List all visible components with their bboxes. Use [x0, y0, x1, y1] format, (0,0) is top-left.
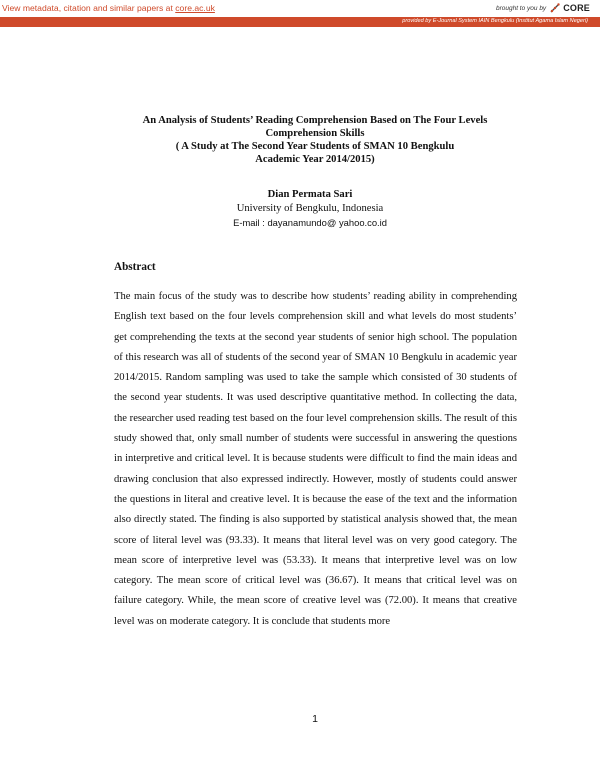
abstract-heading: Abstract: [114, 261, 156, 273]
title-line: An Analysis of Students’ Reading Comprehension Based on The Four Levels: [142, 115, 488, 126]
core-link[interactable]: core.ac.uk: [175, 3, 215, 13]
abstract-body: The main focus of the study was to describe how students’ reading ability in comprehending English text based on the four levels comprehension skill and what levels do most students’ get comprehending the texts at the second year students of senior high school. The population of this research was all of students of the second year of SMAN 10 Bengkulu in academic year 2014/2015. Random sampling was used to take the sample which consisted of 30 students of the second year students. It was used descriptive quantitative method. In collecting the data, the researcher used reading test based on the four level comprehension skills. The result of this study showed that, only small number of students were successful in answering the questions in interpretive and critical level. It is because students were difficult to find the main ideas and drawing conclusion that also expressed indirectly. However, mostly of students could answer the questions in literal and creative level. It is because the ease of the text and the information also directly stated. The finding is also supported by statistical analysis showed that, the mean score of literal level was (93.33). It means that literal level was on very good category. The mean score of interpretive level was (53.33). It means that interpretive level was on low category. The mean score of critical level was (36.67). It means that critical level was on failure category. While, the mean score of creative level was (72.00). It means that creative level was on moderate category. It is conclude that students more: [114, 291, 517, 627]
paper-title: [110, 114, 520, 166]
core-logo-icon: [549, 2, 561, 14]
core-brand-name: CORE: [563, 3, 590, 13]
title-line: ( A Study at The Second Year Students of SMAN 10 Bengkulu: [175, 141, 455, 152]
provider-text[interactable]: provided by E-Journal System IAIN Bengkulu (Institut Agama Islam Negeri): [402, 18, 588, 24]
author-affiliation: University of Bengkulu, Indonesia: [236, 203, 384, 214]
author-name: Dian Permata Sari: [267, 189, 353, 200]
page-number: 1: [312, 713, 318, 725]
provider-bar: [0, 17, 600, 27]
author-email: E-mail : dayanamundo@ yahoo.co.id: [233, 217, 387, 228]
metadata-notice: [2, 3, 215, 13]
title-line: Comprehension Skills: [265, 128, 365, 139]
metadata-text: View metadata, citation and similar papers at: [2, 3, 176, 13]
brought-to-you-text: brought to you by: [495, 4, 547, 12]
core-branding[interactable]: [496, 2, 590, 14]
core-banner: [0, 0, 600, 16]
title-line: Academic Year 2014/2015): [255, 154, 375, 165]
